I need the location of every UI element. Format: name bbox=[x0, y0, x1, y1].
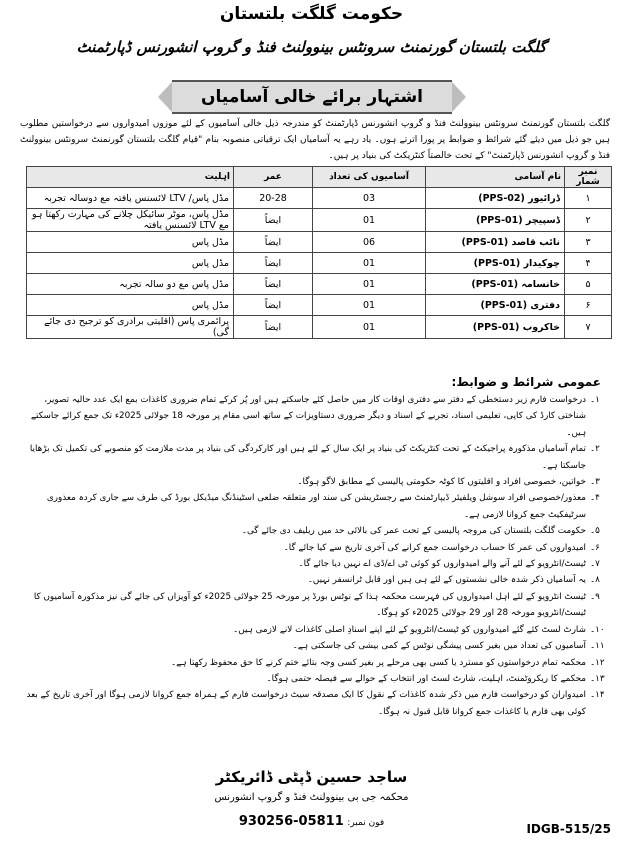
term-number: ۲۔ bbox=[590, 444, 600, 455]
row-qualification: مڈل پاس، موٹر سائیکل چلانے کی مہارت رکھتا ہو مع LTV لائسنس یافتہ bbox=[27, 209, 234, 232]
signatory-department: محکمہ جی بی بینوولنٹ فنڈ و گروپ انشورنس bbox=[214, 792, 409, 803]
terms-list bbox=[14, 392, 612, 720]
row-age: ایضاً bbox=[234, 274, 313, 295]
row-count: 01 bbox=[313, 253, 426, 274]
row-count: 03 bbox=[313, 188, 426, 209]
header-age: عمر bbox=[234, 167, 313, 188]
row-post: نائب قاصد (PPS-01) bbox=[426, 232, 565, 253]
intro-paragraph: گلگت بلتستان گورنمنٹ سرونٹس بینوولنٹ فنڈ و گروپ انشورنس ڈپارٹمنٹ کو مندرجہ ذیل خالی آسامیوں کے لئے موزوں امیدواروں سے درخواستیں مطلوب ہیں جو ذیل میں دیئے گئے شرائط و ضوابط پر پورا اترتے ہوں۔ یاد رہے یہ آسامیاں ایک ترقیاتی منصوبہ بنام "قیام گلگت بلتستان گورنمنٹ سرونٹس بینوولنٹ فنڈ و گروپ انشورنس ڈپارٹمنٹ" کے تحت خالصتاً کنٹریکٹ کی بنیاد پر ہیں۔ bbox=[20, 119, 610, 161]
row-age: 20-28 bbox=[234, 188, 313, 209]
list-item bbox=[14, 523, 612, 539]
row-count: 01 bbox=[313, 209, 426, 232]
list-item bbox=[14, 622, 612, 638]
term-number: ۳۔ bbox=[590, 477, 600, 488]
term-text: تمام آسامیاں مذکورہ پراجیکٹ کے تحت کنٹریکٹ کی بنیاد پر ایک سال کے لئے ہیں اور کارکردگی کی بنیاد پر مدت ملازمت کو منصوبے کی تکمیل تک بڑھایا جاسکتا ہے۔ bbox=[29, 444, 586, 471]
table-row bbox=[27, 188, 612, 209]
list-item bbox=[14, 556, 612, 572]
table-row bbox=[27, 253, 612, 274]
table-row bbox=[27, 274, 612, 295]
row-post: ڈسپیچر (PPS-01) bbox=[426, 209, 565, 232]
term-text: یہ آسامیاں ذکر شدہ خالی نشستوں کے لئے ہی ہیں اور قابل ٹرانسفر نہیں۔ bbox=[307, 575, 586, 586]
term-text: معذور/خصوصی افراد سوشل ویلفیئر ڈیپارٹمنٹ سے رجسٹریشن کی سند اور متعلقہ ضلعی اسٹینڈنگ میڈیکل بورڈ کی طرف سے جاری کردہ معذوری سرٹیفکیٹ جمع کروانا لازمی ہے۔ bbox=[46, 493, 586, 520]
row-num: ۱ bbox=[565, 188, 612, 209]
term-text: امیدواروں کی عمر کا حساب درخواست جمع کرانے کی آخری تاریخ سے کیا جائے گا۔ bbox=[283, 542, 586, 553]
table-row bbox=[27, 316, 612, 339]
row-qualification: مڈل پاس bbox=[27, 253, 234, 274]
list-item bbox=[14, 671, 612, 687]
term-number: ۱۔ bbox=[590, 395, 600, 405]
table-header-row bbox=[27, 167, 612, 188]
list-item bbox=[14, 638, 612, 654]
phone-label: فون نمبر: bbox=[347, 818, 385, 828]
row-num: ۵ bbox=[565, 274, 612, 295]
row-post: خاکروب (PPS-01) bbox=[426, 316, 565, 339]
list-item bbox=[14, 474, 612, 490]
term-number: ۵۔ bbox=[590, 526, 600, 537]
terms-heading: عمومی شرائط و ضوابط: bbox=[451, 375, 601, 389]
table-row bbox=[27, 209, 612, 232]
reference-number: IDGB-515/25 bbox=[526, 822, 611, 836]
header-qualification: اہلیت bbox=[27, 167, 234, 188]
table-row bbox=[27, 295, 612, 316]
row-num: ۷ bbox=[565, 316, 612, 339]
list-item bbox=[14, 589, 612, 622]
list-item bbox=[14, 490, 612, 523]
row-count: 06 bbox=[313, 232, 426, 253]
phone-number: 05811-930256 bbox=[238, 814, 344, 829]
term-text: ٹیسٹ انٹرویو کے لئے اہل امیدواروں کی فہرست محکمہ ہذا کے نوٹس بورڈ پر مورخہ 25 جولائی 2025ء کو آویزاں کی جائے گی نیز مذکورہ آسامیوں کا ٹیسٹ/انٹرویو مورخہ 28 اور 29 جولائی 2025ء کو ہوگا۔ bbox=[33, 591, 586, 619]
table-row bbox=[27, 232, 612, 253]
row-qualification: مڈل پاس bbox=[27, 232, 234, 253]
signatory-name: ساجد حسین ڈپٹی ڈائریکٹر bbox=[215, 768, 408, 786]
header-num: نمبر شمار bbox=[565, 167, 612, 188]
row-count: 01 bbox=[313, 274, 426, 295]
row-qualification: مڈل پاس مع دو سالہ تجربہ bbox=[27, 274, 234, 295]
list-item bbox=[14, 392, 612, 441]
row-qualification: پرائمری پاس (اقلیتی برادری کو ترجیح دی جائے گی) bbox=[27, 316, 234, 339]
vacancy-banner: اشتہار برائے خالی آسامیاں bbox=[172, 80, 452, 114]
term-number: ۸۔ bbox=[590, 575, 600, 586]
row-age: ایضاً bbox=[234, 316, 313, 339]
list-item bbox=[14, 655, 612, 671]
term-number: ۴۔ bbox=[590, 493, 600, 504]
row-num: ۲ bbox=[565, 209, 612, 232]
row-age: ایضاً bbox=[234, 209, 313, 232]
row-age: ایضاً bbox=[234, 232, 313, 253]
list-item bbox=[14, 540, 612, 556]
row-age: ایضاً bbox=[234, 253, 313, 274]
row-post: دفتری (PPS-01) bbox=[426, 295, 565, 316]
term-text: درخواست فارم زیر دستخطی کے دفتر سے دفتری اوقات کار میں حاصل کئے جاسکتے ہیں اور پُر کرکے تمام ضروری کاغذات بمع ایک عدد حالیہ تصویر، شناختی کارڈ کی کاپی، تعلیمی اسناد، تجربے کے اسناد و دیگر ضروری دستاویزات کے ساتھ اسی مقام پر مورخہ 18 جولائی 2025ء تک جمع کرائے جاسکتے ہیں۔ bbox=[30, 395, 586, 438]
term-number: ۱۰۔ bbox=[590, 624, 605, 635]
term-text: حکومت گلگت بلتستان کی مروجہ پالیسی کے تحت عمر کی بالائی حد میں ریلیف دی جائے گی۔ bbox=[241, 526, 586, 537]
vacancies-table bbox=[26, 166, 612, 339]
department-title: گلگت بلتستان گورنمنٹ سرونٹس بینوولنٹ فنڈ و گروپ انشورنس ڈپارٹمنٹ bbox=[76, 38, 547, 56]
row-post: چوکیدار (PPS-01) bbox=[426, 253, 565, 274]
term-text: محکمہ تمام درخواستوں کو مسترد یا کسی بھی مرحلے پر بغیر کسی وجہ بتائے ختم کرنے کا حق محفوظ رکھتا ہے۔ bbox=[171, 657, 586, 668]
term-number: ۱۱۔ bbox=[590, 641, 605, 652]
term-text: آسامیوں کی تعداد میں بغیر کسی پیشگی نوٹس کے کمی بیشی کی جاسکتی ہے۔ bbox=[292, 641, 586, 652]
row-count: 01 bbox=[313, 316, 426, 339]
government-title: حکومت گلگت بلتستان bbox=[219, 4, 404, 24]
list-item bbox=[14, 572, 612, 588]
row-qualification: مڈل پاس bbox=[27, 295, 234, 316]
term-number: ۷۔ bbox=[590, 559, 600, 570]
term-number: ۶۔ bbox=[590, 542, 600, 553]
header-count: آسامیوں کی تعداد bbox=[313, 167, 426, 188]
term-text: امیدواران کو درخواست فارم میں ذکر شدہ کاغذات کے نقول کا ایک مصدقہ سیٹ درخواست فارم کے ہمراہ جمع کروانا لازمی ہوگا اور آخری تاریخ کے بعد کوئی بھی فارم یا کاغذات جمع کروانا قابل قبول نہ ہوگا۔ bbox=[26, 690, 586, 717]
row-num: ۴ bbox=[565, 253, 612, 274]
term-number: ۱۴۔ bbox=[590, 690, 605, 701]
term-text: ٹیسٹ/انٹرویو کے لئے آنے والے امیدواروں کو کوئی ٹی اے/ڈی اے نہیں دیا جائے گا۔ bbox=[298, 559, 586, 570]
row-qualification: مڈل پاس/ LTV لائسنس یافتہ مع دوسالہ تجربہ bbox=[27, 188, 234, 209]
term-number: ۹۔ bbox=[590, 591, 600, 602]
row-num: ۶ bbox=[565, 295, 612, 316]
term-number: ۱۳۔ bbox=[590, 673, 605, 684]
list-item bbox=[14, 687, 612, 720]
term-text: محکمے کا ریکروٹمنٹ، اہلیت، شارٹ لسٹ اور انتخاب کے حوالے سے فیصلہ حتمی ہوگا۔ bbox=[266, 673, 586, 684]
header-post: نام آسامی bbox=[426, 167, 565, 188]
term-number: ۱۲۔ bbox=[590, 657, 605, 668]
row-num: ۳ bbox=[565, 232, 612, 253]
term-text: خواتین، خصوصی افراد و اقلیتوں کا کوٹہ حکومتی پالیسی کے مطابق لاگو ہوگا۔ bbox=[297, 477, 586, 488]
term-text: شارٹ لسٹ کئے گئے امیدواروں کو ٹیسٹ/انٹرویو کے لئے اپنے اسنادِ اصلی کاغذات لانے لازمی ہیں۔ bbox=[233, 624, 586, 635]
row-post: ڈرائیور (PPS-02) bbox=[426, 188, 565, 209]
row-age: ایضاً bbox=[234, 295, 313, 316]
row-post: خانسامہ (PPS-01) bbox=[426, 274, 565, 295]
list-item bbox=[14, 441, 612, 474]
row-count: 01 bbox=[313, 295, 426, 316]
